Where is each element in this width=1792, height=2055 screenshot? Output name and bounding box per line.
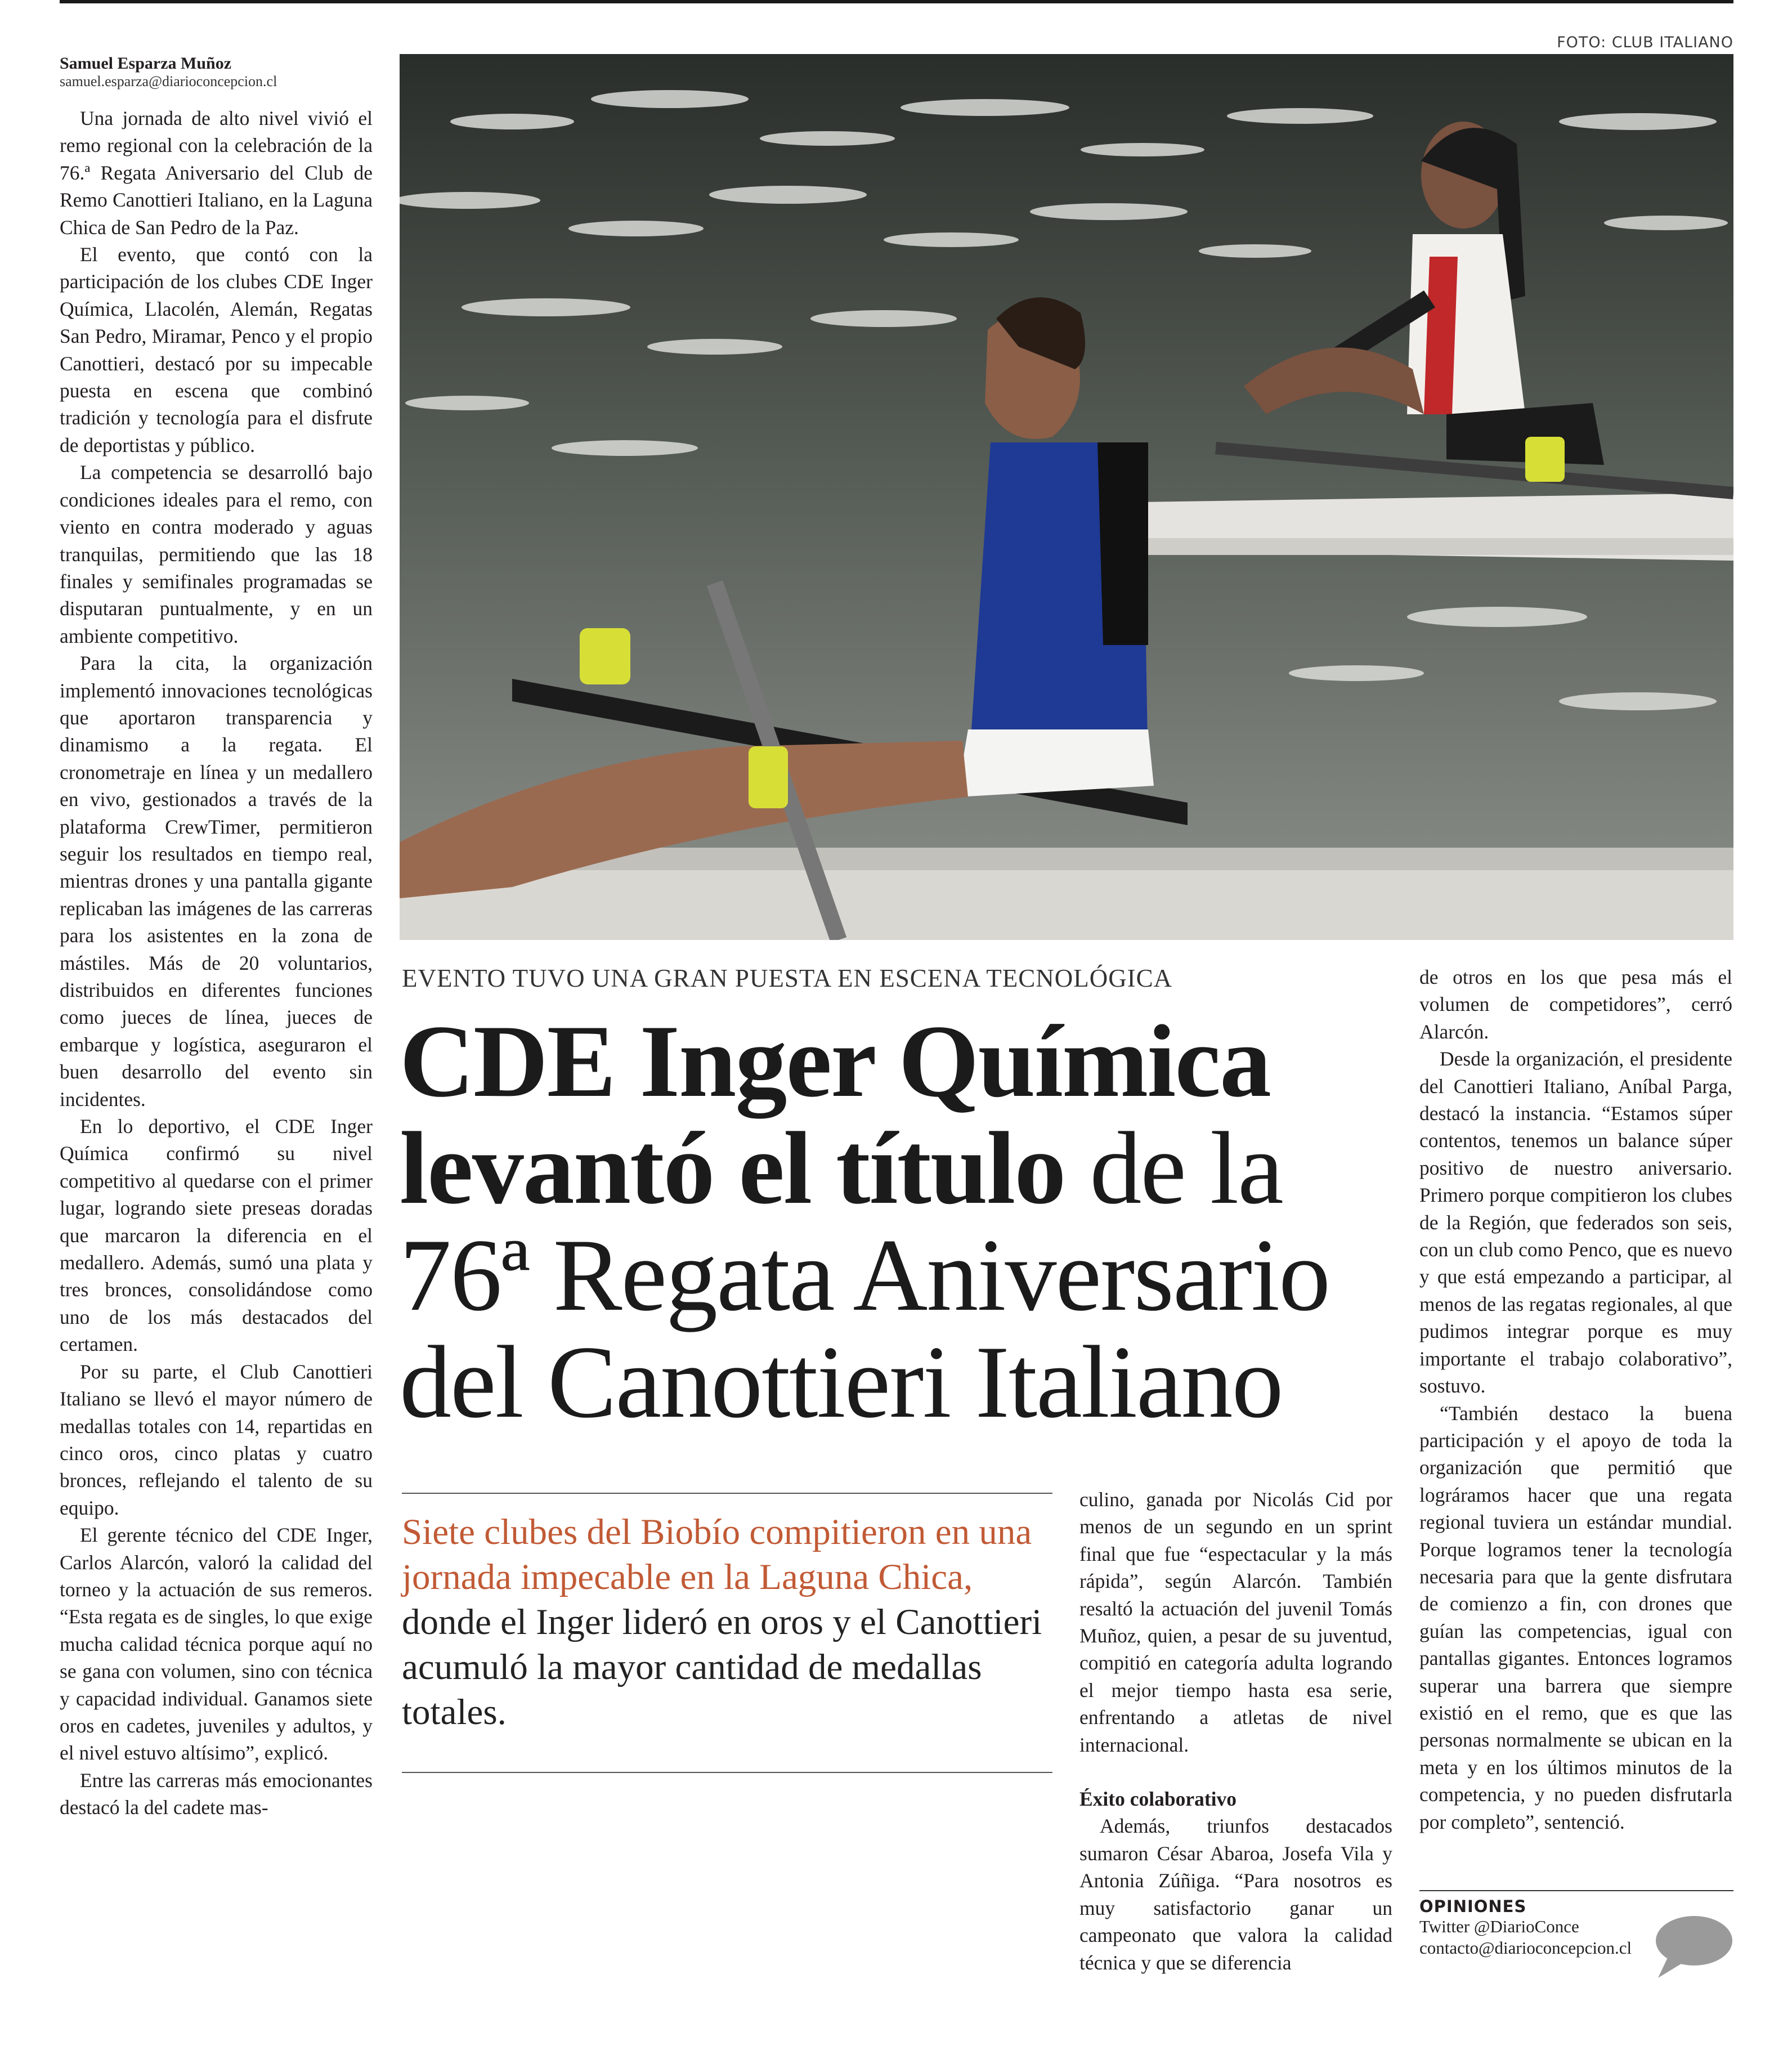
rowing-photo [400,54,1733,940]
paragraph: El evento, que contó con la participación de los clubes CDE Inger Química, Llacolén, Alemán, Regatas San Pedro, Miramar, Penco y el propio Canottieri, destacó por su impecable puesta en escena que combinó tradición y tecnología para el disfrute de deportistas y público. [60,243,373,456]
dek-rule-bottom [402,1772,1052,1773]
rowing-photo-illustration [400,54,1733,940]
paragraph: Por su parte, el Club Canottieri Italiano se llevó el mayor número de medallas totales con 14, repartidas en cinco oros, cinco platas y cuatro bronces, reflejando el talento de su equipo. [60,1360,373,1519]
paragraph: La competencia se desarrolló bajo condiciones ideales para el remo, con viento en contra moderado y aguas tranquilas, permitiendo que las 18 finales y semifinales programadas se disputaran puntualmente, y en un ambiente competitivo. [60,461,373,647]
opinions-email[interactable]: contacto@diarioconcepcion.cl [1419,1938,1632,1958]
paragraph: El gerente técnico del CDE Inger, Carlos Alarcón, valoró la calidad del torneo y la actuación de sus remeros. “Esta regata es de singles, lo que exige mucha calidad técnica porque aquí no se gana con volumen, sino con técnica y capacidad individual. Ganamos siete oros en cadetes, juveniles y adultos, y el nivel estuvo altísimo”, explicó. [60,1524,373,1765]
opinions-rule [1419,1890,1733,1891]
speech-bubble-icon [1651,1913,1733,1980]
opinions-label: OPINIONES [1419,1897,1527,1916]
author-email[interactable]: samuel.esparza@diarioconcepcion.cl [60,73,277,89]
left-column [60,54,373,1821]
dek [402,1510,1052,1735]
subhead: Éxito colaborativo [1079,1788,1237,1811]
headline [400,1004,1390,1439]
opinions-box [1419,1897,1645,1959]
opinions-twitter[interactable]: Twitter @DiarioConce [1419,1917,1579,1936]
paragraph: culino, ganada por Nicolás Cid por menos de un segundo en un sprint final que fue “espectacular y la más rápida”, según Alarcón. También resaltó la actuación del juvenil Tomás Muñoz, quien, a pesar de su juventud, compitió en categoría adulta logrando el mejor tiempo hasta esa serie, enfrentando a atletas de nivel internacional. [1079,1488,1392,1756]
paragraph: En lo deportivo, el CDE Inger Química confirmó su nivel competitivo al quedarse con el primer lugar, logrando siete preseas doradas que marcaron la diferencia en el medallero. Además, sumó una plata y tres bronces, consolidándose como uno de los más destacados del certamen. [60,1115,373,1356]
author-name: Samuel Esparza Muñoz [60,54,232,73]
photo-credit: FOTO: CLUB ITALIANO [1557,34,1733,51]
dek-highlight: Siete clubes del Biobío compitieron en una jornada impecable en la Laguna Chica, [402,1512,1032,1597]
paragraph: Para la cita, la organización implementó innovaciones tecnológicas que aportaron transparencia y dinamismo a la regata. El cronometraje en línea y un medallero en vivo, gestionados a través de la plataforma CrewTimer, permitieron seguir los resultados en tiempo real, mientras drones y una pantalla gigante replicaban las imágenes de las carreras para los asistentes en la zona de mástiles. Más de 20 voluntarios, distribuidos en diferentes funciones como jueces de línea, jueces de embarque y logística, aseguraron el buen desarrollo del evento sin incidentes. [60,652,373,1111]
top-rule [60,0,1733,3]
paragraph: de otros en los que pesa más el volumen de competidores”, cerró Alarcón. [1419,966,1732,1043]
dek-rule-top [402,1493,1052,1494]
kicker: EVENTO TUVO UNA GRAN PUESTA EN ESCENA TECNOLÓGICA [402,964,1173,992]
right-column [1419,964,1732,1835]
middle-column [1079,1486,1392,1976]
paragraph: Una jornada de alto nivel vivió el remo regional con la celebración de la 76.ª Regata Aniversario del Club de Remo Canottieri Italiano, en la Laguna Chica de San Pedro de la Paz. [60,107,373,239]
headline-bold: CDE Inger Química levantó el título [400,1004,1271,1225]
paragraph: Desde la organización, el presidente del Canottieri Italiano, Aníbal Parga, destacó la instancia. “Estamos súper contentos, tenemos un balance súper positivo de nuestro aniversario. Primero porque compitieron los clubes de la Región, que federados son seis, con un club como Penco, que es nuevo y que está empezando a participar, al menos de las regatas regionales, al que pudimos integrar porque es muy importante el trabajo colaborativo”, sostuvo. [1419,1047,1732,1398]
dek-rest: donde el Inger lideró en oros y el Canottieri acumuló la mayor cantidad de medallas totales. [402,1602,1042,1732]
headline-regular: de la 76ª Regata Aniversario del Canottieri Italiano [400,1111,1330,1439]
paragraph: “También destaco la buena participación y el apoyo de toda la organización que permitió que lográramos hacer que una regata regional tuviera un estándar mundial. Porque logramos tener la tecnología necesaria para que la gente disfrutara de comienzo a fin, con drones que guían las competencias, igual con pantallas gigantes. Entonces logramos superar una barrera que siempre existió en el remo, que es que las personas normalmente se ubican en la meta y en los últimos minutos de la competencia, y no pueden disfrutarla por completo”, sentenció. [1419,1402,1732,1833]
paragraph: Entre las carreras más emocionantes destacó la del cadete mas- [60,1769,373,1819]
paragraph: Además, triunfos destacados sumaron César Abaroa, Josefa Vila y Antonia Zúñiga. “Para nosotros es muy satisfactorio ganar un campeonato que valora la calidad técnica y que se diferencia [1079,1815,1392,1974]
left-body [60,105,373,1821]
